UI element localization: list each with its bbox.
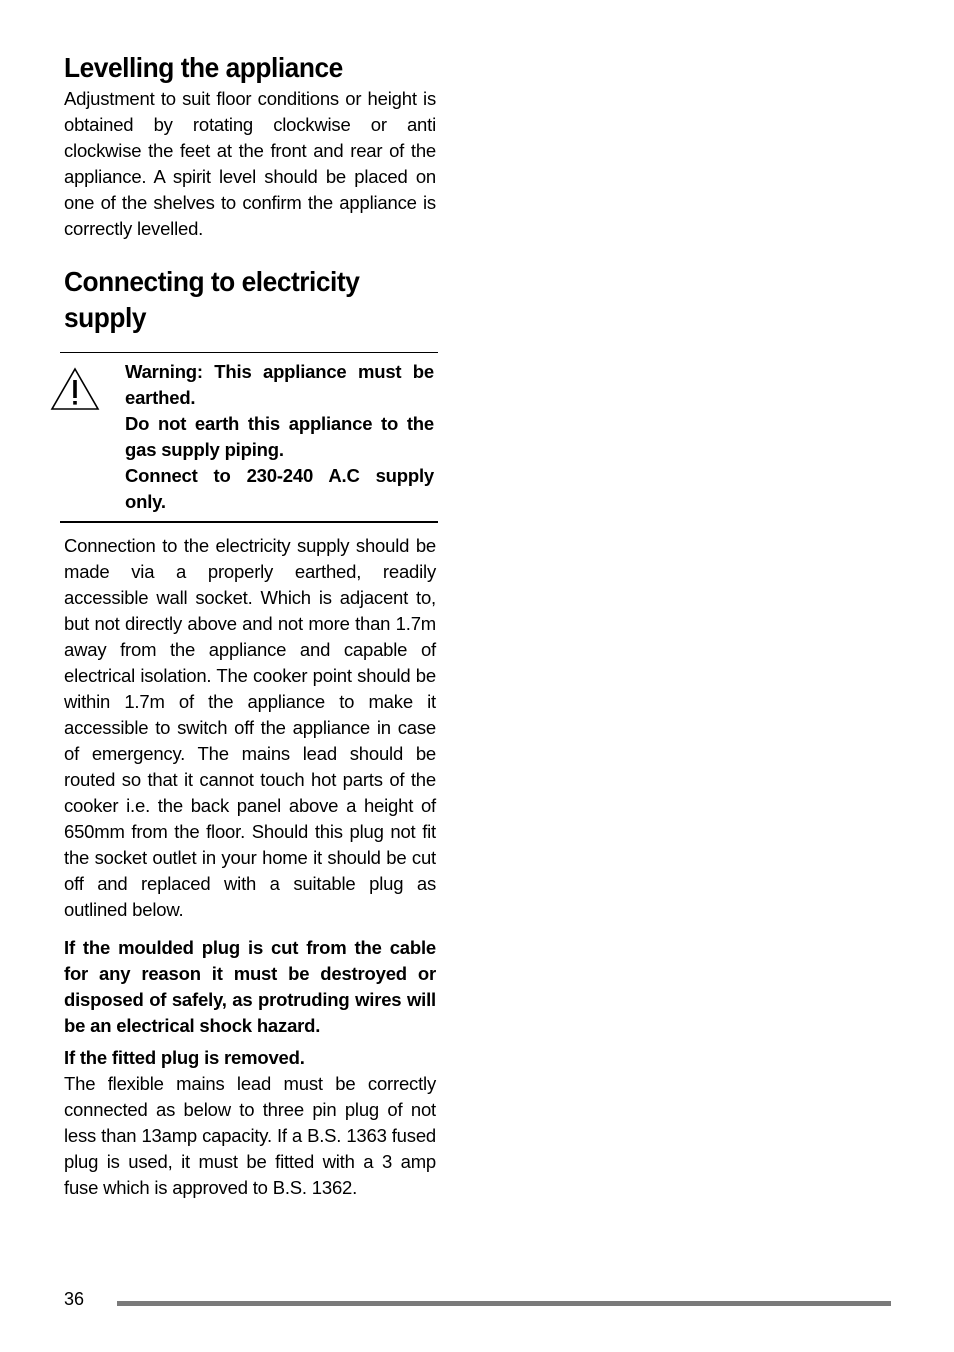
levelling-title: Levelling the appliance	[64, 52, 343, 83]
page-number: 36	[64, 1289, 85, 1309]
levelling-body: Adjustment to suit floor conditions or height is obtained by rotating clockwise or anti clockwise the feet at the front and rear of the appliance. A spirit level should be placed on one of the shelves to confirm the appliance is correctly levelled.	[64, 88, 436, 239]
moulded-plug-warning: If the moulded plug is cut from the cable for any reason it must be destroyed or disposed of safely, as protruding wires will be an electrical shock hazard.	[64, 937, 436, 1036]
connecting-title-text: Connecting to electricity supply	[64, 266, 360, 333]
main-column	[64, 50, 436, 1201]
warning-triangle-icon	[50, 367, 100, 411]
footer-rule	[117, 1301, 891, 1306]
fitted-plug-body: The flexible mains lead must be correctly connected as below to three pin plug of not less than 13amp capacity. If a B.S. 1363 fused plug is used, it must be fitted with a 3 amp fuse which is approved to B.S. 1362.	[64, 1073, 436, 1198]
warning-line-earthed: Warning: This appliance must be earthed.	[125, 361, 434, 408]
warning-text	[125, 359, 434, 515]
connecting-title	[64, 264, 414, 336]
connection-body: Connection to the electricity supply should be made via a properly earthed, readily accessible wall socket. Which is adjacent to, but not directly above and not more than 1.7m away from the appliance and capable of electrical isolation. The cooker point should be within 1.7m of the appliance to make it accessible to switch off the appliance in case of emergency. The mains lead should be routed so that it cannot touch hot parts of the cooker i.e. the back panel above a height of 650mm from the floor. Should this plug not fit the socket outlet in your home it should be cut off and replaced with a suitable plug as outlined below.	[64, 535, 436, 920]
fitted-plug-heading: If the fitted plug is removed.	[64, 1047, 305, 1068]
warning-box	[60, 352, 438, 523]
warning-line-gas: Do not earth this appliance to the gas supply piping.	[125, 413, 434, 460]
warning-line-supply: Connect to 230-240 A.C supply only.	[125, 465, 434, 512]
